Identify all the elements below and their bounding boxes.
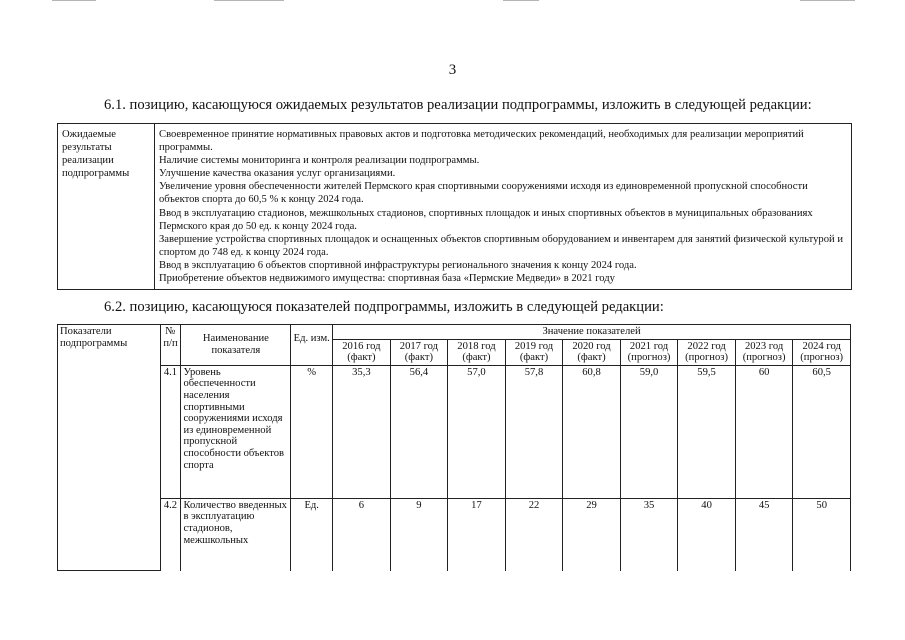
- values-header: Значение показателей: [333, 325, 851, 340]
- indicator-value: 9: [390, 498, 448, 571]
- indicator-value: 17: [448, 498, 506, 571]
- result-item: Наличие системы мониторинга и контроля реализации подпрограммы.: [159, 155, 480, 167]
- indicator-value: 35: [620, 498, 678, 571]
- result-item: Ввод в эксплуатацию стадионов, межшкольных стадионов, спортивных площадок и иных спортивных объектов в муниципальных образованиях Пермского края до 50 ед. к концу 2024 года.: [159, 207, 813, 232]
- scan-edge-mark: [52, 0, 96, 1]
- indicator-value: 35,3: [333, 365, 391, 498]
- indicator-unit: %: [291, 365, 333, 498]
- number-header: № п/п: [160, 325, 181, 366]
- indicator-value: 60,5: [793, 365, 851, 498]
- section-heading-6-2: 6.2. позицию, касающуюся показателей подпрограммы, изложить в следующей редакции:: [104, 299, 664, 315]
- indicator-value: 59,0: [620, 365, 678, 498]
- result-item: Своевременное принятие нормативных правовых актов и подготовка методических рекомендаций, необходимых для реализации мероприятий программы.: [159, 129, 804, 154]
- result-item: Завершение устройства спортивных площадок и оснащенных объектов спортивным оборудованием и инвентарем для занятий физической культурой и спортом до 748 ед. к концу 2024 года.: [159, 233, 843, 258]
- indicator-value: 60: [735, 365, 793, 498]
- year-header: 2022 год (прогноз): [678, 339, 736, 365]
- indicators-header: Показатели подпрограммы: [58, 325, 161, 571]
- scan-edge-mark: [800, 0, 855, 1]
- year-header: 2024 год (прогноз): [793, 339, 851, 365]
- expected-results-table: [57, 123, 852, 290]
- result-item: Приобретение объектов недвижимого имущества: спортивная база «Пермские Медведи» в 2021 году: [159, 273, 615, 285]
- indicator-value: 56,4: [390, 365, 448, 498]
- year-header: 2016 год (факт): [333, 339, 391, 365]
- indicator-name: Количество введенных в эксплуатацию стадионов, межшкольных: [181, 498, 291, 571]
- result-item: Увеличение уровня обеспеченности жителей Пермского края спортивными сооружениями исходя из единовременной пропускной способности объектов спорта до 60,5 % к концу 2024 года.: [159, 181, 808, 206]
- year-header: 2017 год (факт): [390, 339, 448, 365]
- indicator-value: 50: [793, 498, 851, 571]
- row-number: 4.1: [160, 365, 181, 498]
- indicator-value: 59,5: [678, 365, 736, 498]
- indicator-value: 29: [563, 498, 621, 571]
- page-number: 3: [448, 62, 457, 78]
- indicator-value: 22: [505, 498, 563, 571]
- indicators-table: [57, 324, 851, 571]
- indicator-value: 6: [333, 498, 391, 571]
- year-header: 2020 год (факт): [563, 339, 621, 365]
- indicator-value: 40: [678, 498, 736, 571]
- year-header: 2019 год (факт): [505, 339, 563, 365]
- indicator-name: Уровень обеспеченности населения спортивными сооружениями исходя из единовременной пропускной способности объектов спорта: [181, 365, 291, 498]
- scan-edge-mark: [214, 0, 284, 1]
- indicator-value: 45: [735, 498, 793, 571]
- indicator-unit: Ед.: [291, 498, 333, 571]
- year-header: 2023 год (прогноз): [735, 339, 793, 365]
- indicator-value: 60,8: [563, 365, 621, 498]
- table-row: [58, 365, 851, 498]
- unit-header: Ед. изм.: [291, 325, 333, 366]
- scan-edge-mark: [503, 0, 539, 1]
- expected-results-list: [155, 124, 852, 290]
- table-row: [58, 498, 851, 571]
- row-number: 4.2: [160, 498, 181, 571]
- section-heading-6-1: 6.1. позицию, касающуюся ожидаемых результатов реализации подпрограммы, изложить в следующей редакции:: [104, 97, 812, 113]
- indicator-value: 57,8: [505, 365, 563, 498]
- expected-results-label: Ожидаемые результаты реализации подпрограммы: [58, 124, 155, 290]
- result-item: Улучшение качества оказания услуг организациями.: [159, 168, 396, 180]
- indicator-value: 57,0: [448, 365, 506, 498]
- year-header: 2018 год (факт): [448, 339, 506, 365]
- result-item: Ввод в эксплуатацию 6 объектов спортивной инфраструктуры регионального значения к концу 2024 года.: [159, 259, 637, 271]
- name-header: Наименование показателя: [181, 325, 291, 366]
- year-header: 2021 год (прогноз): [620, 339, 678, 365]
